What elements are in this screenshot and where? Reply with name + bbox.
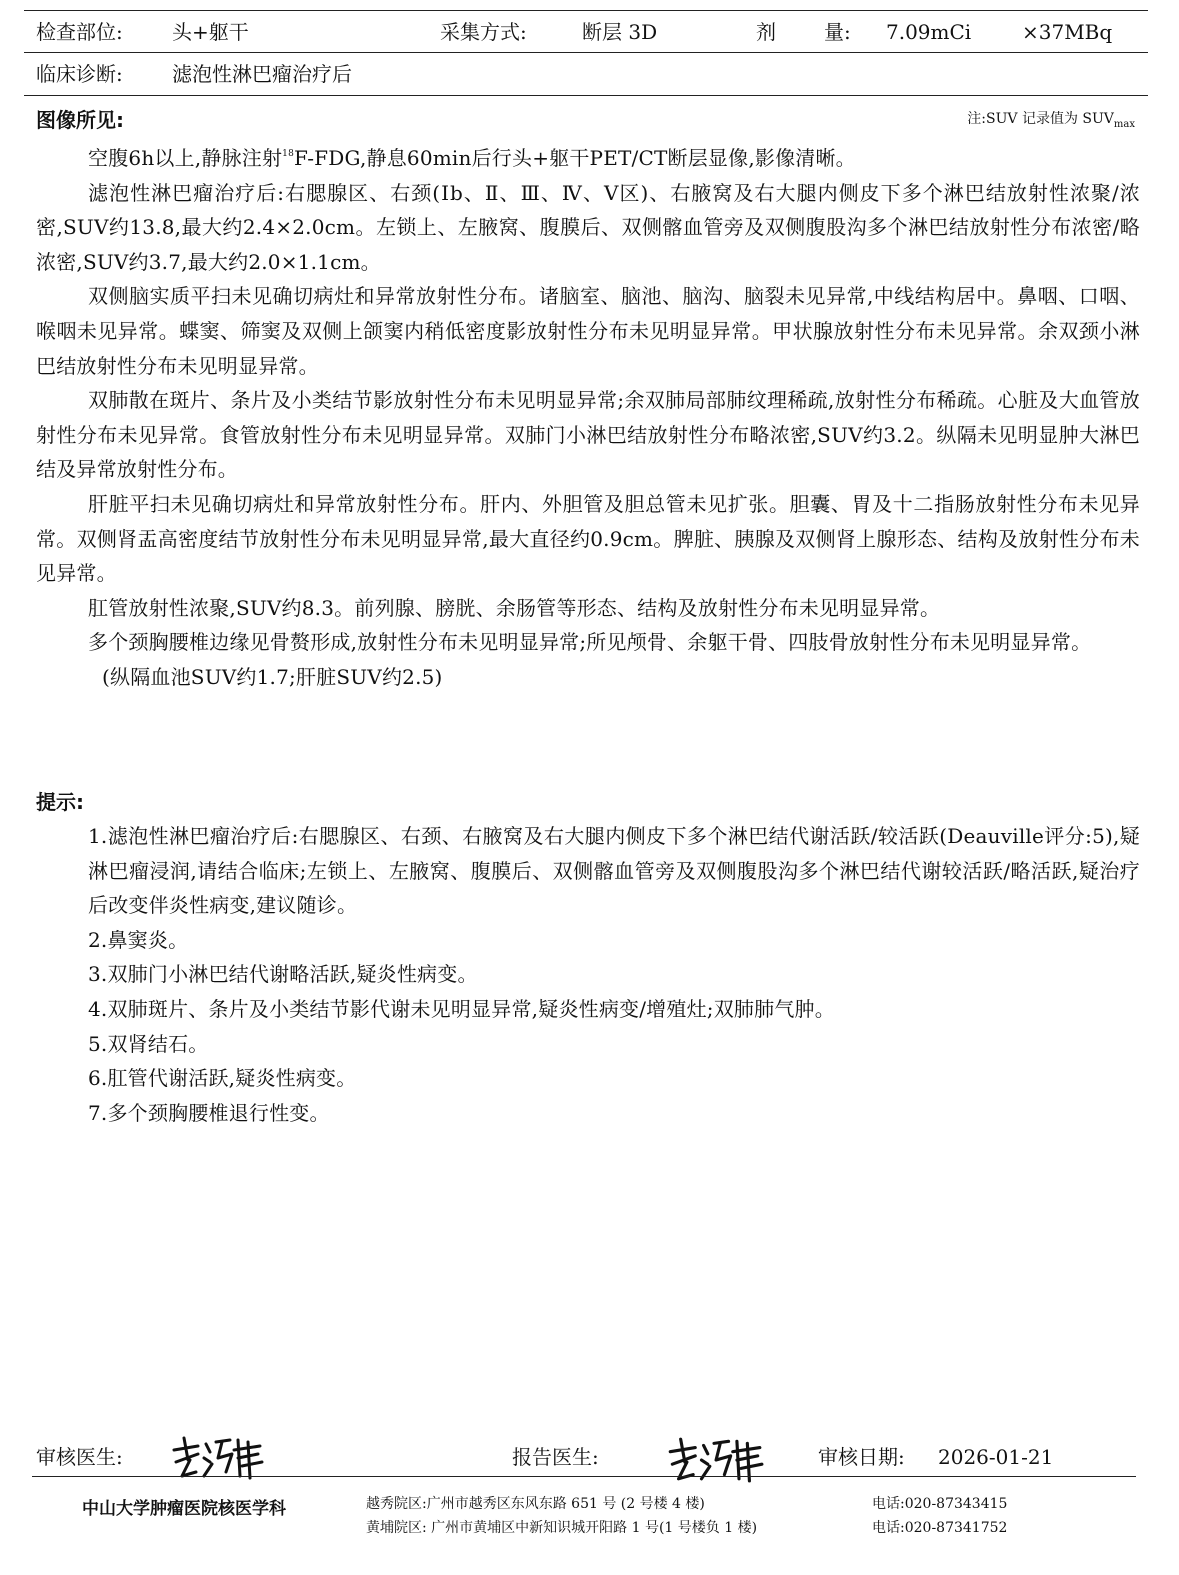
findings-paragraph	[36, 141, 1140, 176]
findings-paragraph: 滤泡性淋巴瘤治疗后:右腮腺区、右颈(Ⅰb、Ⅱ、Ⅲ、Ⅳ、Ⅴ区)、右腋窝及右大腿内侧皮下多个淋巴结放射性浓聚/浓密,SUV约13.8,最大约2.4×2.0cm。左锁上、左腋窝、腹膜后、双侧髂血管旁及双侧腹股沟多个淋巴结放射性分布浓密/略浓密,SUV约3.7,最大约2.0×1.1cm。	[36, 180, 1140, 274]
review-date-value: 2026-01-21	[938, 1445, 1054, 1469]
findings-p1-text-b: F-FDG,静息60min后行头+躯干PET/CT断层显像,影像清晰。	[294, 146, 856, 170]
findings-title: 图像所见:	[36, 108, 124, 132]
findings-paragraph: (纵隔血池SUV约1.7;肝脏SUV约2.5)	[102, 664, 443, 689]
findings-p1-text-a: 空腹6h以上,静脉注射	[88, 146, 283, 170]
dose-label-part1: 剂	[756, 20, 776, 44]
hint-item: 3.双肺门小淋巴结代谢略活跃,疑炎性病变。	[88, 962, 478, 987]
acquisition-value: 断层 3D	[582, 20, 658, 44]
hint-item: 7.多个颈胸腰椎退行性变。	[88, 1100, 330, 1125]
hint-item: 6.肛管代谢活跃,疑炎性病变。	[88, 1066, 357, 1091]
findings-paragraph: 肛管放射性浓聚,SUV约8.3。前列腺、膀胱、余肠管等形态、结构及放射性分布未见明显异常。	[88, 595, 941, 620]
reviewer-label: 审核医生:	[36, 1445, 123, 1469]
footer-rule	[32, 1476, 1136, 1477]
exam-info-row	[36, 13, 1139, 51]
suv-note	[967, 108, 1135, 130]
hints-title: 提示:	[36, 790, 84, 814]
phone-huangpu: 电话:020-87341752	[872, 1520, 1008, 1536]
hint-item: 4.双肺斑片、条片及小类结节影代谢未见明显异常,疑炎性病变/增殖灶;双肺肺气肿。	[88, 996, 835, 1021]
findings-paragraph: 双肺散在斑片、条片及小类结节影放射性分布未见明显异常;余双肺局部肺纹理稀疏,放射性分布稀疏。心脏及大血管放射性分布未见异常。食管放射性分布未见明显异常。双肺门小淋巴结放射性分布略浓密,SUV约3.2。纵隔未见明显肿大淋巴结及异常放射性分布。	[36, 388, 1140, 482]
diagnosis-row	[36, 55, 1139, 93]
header-top-rule	[24, 10, 1148, 11]
review-date-label: 审核日期:	[818, 1445, 905, 1469]
hint-item: 1.滤泡性淋巴瘤治疗后:右腮腺区、右颈、右腋窝及右大腿内侧皮下多个淋巴结代谢活跃/较活跃(Deauville评分:5),疑淋巴瘤浸润,请结合临床;左锁上、左腋窝、腹膜后、双侧髂血管旁及双侧腹股沟多个淋巴结代谢较活跃/略活跃,疑治疗后改变伴炎性病变,建议随诊。	[88, 824, 1140, 918]
hint-item: 2.鼻窦炎。	[88, 927, 189, 952]
isotope-mass-number: 18	[282, 149, 295, 159]
suv-note-text: 注:SUV 记录值为 SUV	[967, 111, 1114, 127]
address-huangpu: 黄埔院区: 广州市黄埔区中新知识城开阳路 1 号(1 号楼负 1 楼)	[366, 1520, 758, 1536]
diagnosis-value: 滤泡性淋巴瘤治疗后	[172, 62, 352, 86]
findings-body	[36, 141, 1140, 695]
dose-value: 7.09mCi	[886, 20, 972, 44]
exam-site-value: 头+躯干	[172, 20, 249, 44]
diagnosis-label: 临床诊断:	[36, 62, 123, 86]
findings-paragraph: 多个颈胸腰椎边缘见骨赘形成,放射性分布未见明显异常;所见颅骨、余躯干骨、四肢骨放射性分布未见明显异常。	[88, 630, 1092, 655]
reviewer-signature	[168, 1432, 264, 1482]
acquisition-label: 采集方式:	[440, 20, 527, 44]
phone-yuexiu: 电话:020-87343415	[872, 1496, 1008, 1512]
hint-item: 5.双肾结石。	[88, 1031, 209, 1056]
header-mid-rule	[24, 52, 1148, 53]
hints-list	[88, 819, 1140, 1130]
findings-paragraph: 双侧脑实质平扫未见确切病灶和异常放射性分布。诸脑室、脑池、脑沟、脑裂未见异常,中线结构居中。鼻咽、口咽、喉咽未见异常。蝶窦、筛窦及双侧上颌窦内稍低密度影放射性分布未见明显异常。甲状腺放射性分布未见异常。余双颈小淋巴结放射性分布未见明显异常。	[36, 284, 1140, 378]
organization-name: 中山大学肿瘤医院核医学科	[82, 1499, 286, 1519]
reporter-signature	[664, 1432, 764, 1486]
suv-note-subscript: max	[1113, 118, 1135, 130]
dose-unit: ×37MBq	[1022, 20, 1113, 44]
findings-paragraph: 肝脏平扫未见确切病灶和异常放射性分布。肝内、外胆管及胆总管未见扩张。胆囊、胃及十二指肠放射性分布未见异常。双侧肾盂高密度结节放射性分布未见明显异常,最大直径约0.9cm。脾脏、胰腺及双侧肾上腺形态、结构及放射性分布未见异常。	[36, 491, 1140, 586]
exam-site-label: 检查部位:	[36, 20, 123, 44]
reporter-label: 报告医生:	[512, 1445, 599, 1469]
dose-label-part2: 量:	[824, 20, 851, 44]
header-bottom-rule	[24, 95, 1148, 96]
address-yuexiu: 越秀院区:广州市越秀区东风东路 651 号 (2 号楼 4 楼)	[366, 1496, 705, 1512]
